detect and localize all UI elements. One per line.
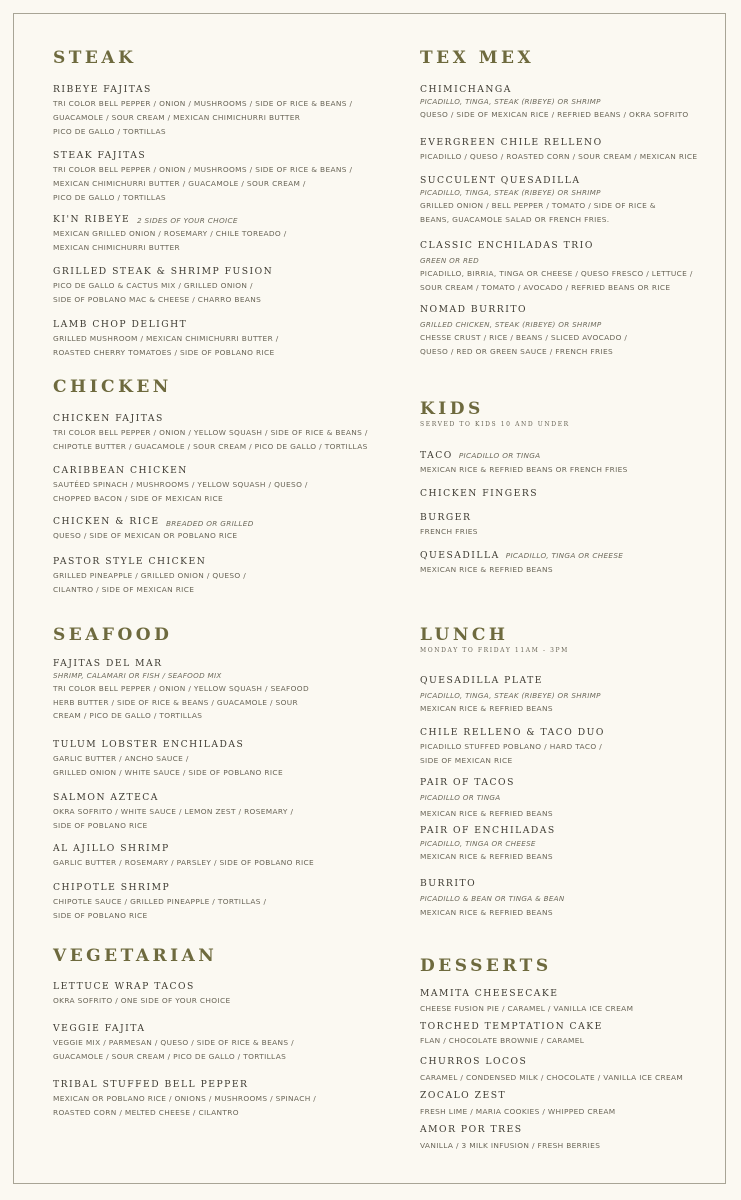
item-desc: GUACAMOLE / SOUR CREAM / PICO DE GALLO / TORTILLAS: [53, 1052, 287, 1061]
section-kids: [420, 401, 720, 428]
menu-item: [53, 149, 393, 205]
item-name-text: TACO: [420, 450, 453, 461]
item-desc: PICO DE GALLO / TORTILLAS: [53, 193, 166, 202]
item-name: [420, 549, 720, 562]
section-title: LUNCH: [420, 625, 509, 645]
item-name: PAIR OF ENCHILADAS: [420, 825, 556, 836]
item-name: SALMON AZTECA: [53, 792, 159, 803]
menu-item: [420, 1089, 720, 1119]
item-desc: TRI COLOR BELL PEPPER / ONION / YELLOW SQUASH / SEAFOOD: [53, 684, 310, 693]
item-desc: QUESO / SIDE OF MEXICAN RICE / REFRIED BEANS / OKRA SOFRITO: [420, 110, 689, 119]
item-desc: MEXICAN RICE & REFRIED BEANS: [420, 852, 553, 861]
item-name: VEGGIE FAJITA: [53, 1023, 146, 1034]
item-name: CHIMICHANGA: [420, 84, 512, 95]
item-name: QUESADILLA PLATE: [420, 675, 543, 686]
item-desc: GARLIC BUTTER / ANCHO SAUCE /: [53, 754, 189, 763]
item-desc: PICO DE GALLO / TORTILLAS: [53, 127, 166, 136]
item-name: PASTOR STYLE CHICKEN: [53, 556, 207, 567]
item-options: PICADILLO, TINGA, STEAK (RIBEYE) OR SHRIMP: [420, 188, 601, 197]
section-lunch: [420, 627, 720, 654]
menu-item: [420, 824, 720, 864]
item-name: CARIBBEAN CHICKEN: [53, 465, 188, 476]
item-desc: FRENCH FRIES: [420, 527, 478, 536]
section-title: DESSERTS: [420, 956, 552, 976]
item-name: TULUM LOBSTER ENCHILADAS: [53, 739, 245, 750]
section-title: CHICKEN: [53, 377, 172, 397]
item-desc: GARLIC BUTTER / ROSEMARY / PARSLEY / SIDE OF POBLANO RICE: [53, 858, 315, 867]
item-desc: MEXICAN RICE & REFRIED BEANS: [420, 908, 553, 917]
item-name: STEAK FAJITAS: [53, 150, 147, 161]
item-desc: SOUR CREAM / TOMATO / AVOCADO / REFRIED BEANS OR RICE: [420, 283, 671, 292]
item-name: [420, 449, 720, 462]
menu-item: [420, 136, 720, 164]
item-desc: TRI COLOR BELL PEPPER / ONION / MUSHROOMS / SIDE OF RICE & BEANS /: [53, 99, 353, 108]
item-desc: HERB BUTTER / SIDE OF RICE & BEANS / GUACAMOLE / SOUR: [53, 697, 299, 707]
item-name: LAMB CHOP DELIGHT: [53, 319, 188, 330]
item-desc: MEXICAN OR POBLANO RICE / ONIONS / MUSHROOMS / SPINACH /: [53, 1094, 317, 1103]
item-note: 2 SIDES OF YOUR CHOICE: [137, 216, 238, 225]
item-name: CLASSIC ENCHILADAS TRIO: [420, 240, 594, 251]
menu-item: [53, 265, 393, 307]
menu-item: [53, 1078, 393, 1120]
item-name-text: QUESADILLA: [420, 550, 500, 561]
item-desc: OKRA SOFRITO / WHITE SAUCE / LEMON ZEST / ROSEMARY /: [53, 807, 294, 816]
item-note: PICADILLO OR TINGA: [458, 451, 541, 460]
menu-item: [420, 877, 720, 920]
menu-item: [420, 726, 720, 768]
item-options: GREEN OR RED: [420, 256, 479, 265]
item-name: CHURROS LOCOS: [420, 1056, 528, 1067]
item-desc: MEXICAN CHIMICHURRI BUTTER / GUACAMOLE / SOUR CREAM /: [53, 179, 306, 188]
item-desc: PICADILLO, BIRRIA, TINGA OR CHEESE / QUESO FRESCO / LETTUCE /: [420, 269, 693, 278]
item-desc: SIDE OF POBLANO MAC & CHEESE / CHARRO BEANS: [53, 295, 262, 304]
section-texmex: [420, 50, 720, 67]
item-desc: MEXICAN CHIMICHURRI BUTTER: [53, 243, 181, 252]
item-desc: CHOPPED BACON / SIDE OF MEXICAN RICE: [53, 494, 223, 503]
menu-item: [420, 174, 720, 226]
menu-item: [420, 449, 720, 477]
item-desc: CHIPOTLE SAUCE / GRILLED PINEAPPLE / TORTILLAS /: [53, 897, 267, 906]
section-title: TEX MEX: [420, 48, 535, 68]
item-note: BREADED OR GRILLED: [166, 519, 254, 528]
section-subtitle: SERVED TO KIDS 10 AND UNDER: [420, 421, 570, 428]
section-desserts: [420, 958, 720, 975]
item-name: ZOCALO ZEST: [420, 1090, 507, 1101]
menu-item: [420, 987, 720, 1016]
item-desc: FRESH LIME / MARIA COOKIES / WHIPPED CREAM: [420, 1107, 616, 1116]
item-desc: PICADILLO / QUESO / ROASTED CORN / SOUR CREAM / MEXICAN RICE: [420, 152, 698, 161]
menu-item: [53, 657, 393, 723]
item-name: BURRITO: [420, 878, 477, 889]
item-name: TRIBAL STUFFED BELL PEPPER: [53, 1079, 249, 1090]
menu-item: [420, 511, 720, 539]
item-name: RIBEYE FAJITAS: [53, 84, 152, 95]
menu-item: [53, 1022, 393, 1064]
section-title: SEAFOOD: [53, 625, 173, 645]
item-name: PAIR OF TACOS: [420, 777, 515, 788]
item-name: CHICKEN FINGERS: [420, 488, 539, 499]
item-desc: GRILLED MUSHROOM / MEXICAN CHIMICHURRI BUTTER /: [53, 334, 279, 343]
item-desc: CHEESE FUSION PIE / CARAMEL / VANILLA ICE CREAM: [420, 1004, 634, 1013]
item-desc: GRILLED ONION / WHITE SAUCE / SIDE OF POBLANO RICE: [53, 768, 283, 777]
menu-item: [420, 674, 720, 716]
item-desc: PICADILLO STUFFED POBLANO / HARD TACO /: [420, 742, 603, 751]
item-desc: VEGGIE MIX / PARMESAN / QUESO / SIDE OF RICE & BEANS /: [53, 1038, 294, 1047]
item-desc: TRI COLOR BELL PEPPER / ONION / MUSHROOMS / SIDE OF RICE & BEANS /: [53, 165, 353, 174]
menu-item: [53, 318, 393, 360]
item-desc: MEXICAN RICE & REFRIED BEANS: [420, 704, 553, 713]
item-name: CHILE RELLENO & TACO DUO: [420, 727, 605, 738]
menu-item: [53, 842, 393, 870]
item-name: LETTUCE WRAP TACOS: [53, 981, 195, 992]
item-desc: GUACAMOLE / SOUR CREAM / MEXICAN CHIMICHURRI BUTTER: [53, 113, 301, 122]
section-chicken: [53, 379, 393, 396]
item-name: NOMAD BURRITO: [420, 304, 528, 315]
item-options: PICADILLO OR TINGA: [420, 793, 501, 802]
item-options: GRILLED CHICKEN, STEAK (RIBEYE) OR SHRIMP: [420, 320, 602, 329]
section-subtitle: MONDAY TO FRIDAY 11AM - 3PM: [420, 647, 569, 654]
section-title: VEGETARIAN: [53, 946, 218, 966]
item-note: PICADILLO, TINGA OR CHEESE: [505, 551, 624, 560]
item-name-text: KI'N RIBEYE: [53, 214, 131, 225]
item-desc: CREAM / PICO DE GALLO / TORTILLAS: [53, 711, 203, 720]
item-desc: MEXICAN RICE & REFRIED BEANS: [420, 565, 553, 574]
item-options: PICADILLO, TINGA, STEAK (RIBEYE) OR SHRIMP: [420, 97, 601, 106]
menu-item: [420, 239, 720, 295]
menu-item: [53, 555, 393, 597]
item-name: TORCHED TEMPTATION CAKE: [420, 1021, 603, 1032]
item-desc: CHESSE CRUST / RICE / BEANS / SLICED AVOCADO /: [420, 333, 628, 342]
item-desc: OKRA SOFRITO / ONE SIDE OF YOUR CHOICE: [53, 996, 231, 1005]
item-options: PICADILLO, TINGA OR CHEESE: [420, 839, 536, 848]
item-desc: QUESO / SIDE OF MEXICAN OR POBLANO RICE: [53, 531, 238, 540]
menu-item: [53, 881, 393, 923]
item-name: FAJITAS DEL MAR: [53, 658, 163, 669]
item-desc: MEXICAN GRILLED ONION / ROSEMARY / CHILE TOREADO /: [53, 229, 287, 238]
item-desc: VANILLA / 3 MILK INFUSION / FRESH BERRIES: [420, 1141, 601, 1150]
item-name: AMOR POR TRES: [420, 1124, 523, 1135]
item-desc: SIDE OF MEXICAN RICE: [420, 756, 513, 765]
item-desc: SIDE OF POBLANO RICE: [53, 821, 148, 830]
menu-item: [420, 1123, 720, 1153]
item-desc: CHIPOTLE BUTTER / GUACAMOLE / SOUR CREAM / PICO DE GALLO / TORTILLAS: [53, 442, 368, 451]
item-desc: TRI COLOR BELL PEPPER / ONION / YELLOW SQUASH / SIDE OF RICE & BEANS /: [53, 428, 368, 437]
menu-item: [53, 464, 393, 506]
item-desc: QUESO / RED OR GREEN SAUCE / FRENCH FRIES: [420, 347, 614, 356]
item-desc: FLAN / CHOCOLATE BROWNIE / CARAMEL: [420, 1036, 585, 1045]
item-name-text: CHICKEN & RICE: [53, 516, 160, 527]
menu-item: [420, 487, 720, 500]
item-desc: MEXICAN RICE & REFRIED BEANS OR FRENCH FRIES: [420, 465, 628, 474]
item-name: GRILLED STEAK & SHRIMP FUSION: [53, 266, 274, 277]
menu-item: [53, 515, 393, 543]
item-name: BURGER: [420, 512, 472, 523]
menu-item: [420, 303, 720, 359]
item-name: MAMITA CHEESECAKE: [420, 988, 559, 999]
item-name: CHICKEN FAJITAS: [53, 413, 164, 424]
menu-item: [53, 980, 393, 1008]
menu-item: [53, 738, 393, 780]
section-steak: [53, 50, 393, 67]
item-desc: GRILLED ONION / BELL PEPPER / TOMATO / SIDE OF RICE &: [420, 201, 656, 210]
menu-item: [420, 549, 720, 577]
item-name: AL AJILLO SHRIMP: [53, 843, 170, 854]
item-desc: PICO DE GALLO & CACTUS MIX / GRILLED ONION /: [53, 281, 253, 290]
item-name: CHIPOTLE SHRIMP: [53, 882, 171, 893]
item-name: SUCCULENT QUESADILLA: [420, 175, 581, 186]
item-desc: SAUTÉED SPINACH / MUSHROOMS / YELLOW SQUASH / QUESO /: [53, 480, 308, 489]
item-options: SHRIMP, CALAMARI OR FISH / SEAFOOD MIX: [53, 671, 222, 680]
item-options: PICADILLO, TINGA, STEAK (RIBEYE) OR SHRIMP: [420, 691, 601, 700]
menu-item: [53, 791, 393, 833]
item-desc: CARAMEL / CONDENSED MILK / CHOCOLATE / VANILLA ICE CREAM: [420, 1073, 684, 1082]
item-desc: BEANS, GUACAMOLE SALAD OR FRENCH FRIES.: [420, 214, 610, 224]
menu-item: [53, 83, 393, 139]
section-seafood: [53, 627, 393, 644]
section-title: STEAK: [53, 48, 137, 68]
menu-item: [420, 1020, 720, 1048]
section-vegetarian: [53, 948, 393, 965]
item-desc: SIDE OF POBLANO RICE: [53, 911, 148, 920]
menu-item: [420, 83, 720, 122]
item-desc: ROASTED CHERRY TOMATOES / SIDE OF POBLANO RICE: [53, 348, 275, 357]
menu-item: [420, 776, 720, 821]
menu-item: [420, 1055, 720, 1085]
section-title: KIDS: [420, 399, 484, 419]
menu-item: [53, 412, 393, 454]
item-desc: GRILLED PINEAPPLE / GRILLED ONION / QUESO /: [53, 571, 247, 580]
menu-item: [53, 213, 393, 255]
item-options: PICADILLO & BEAN OR TINGA & BEAN: [420, 894, 565, 903]
item-desc: ROASTED CORN / MELTED CHEESE / CILANTRO: [53, 1108, 239, 1117]
item-desc: MEXICAN RICE & REFRIED BEANS: [420, 809, 553, 818]
item-name: EVERGREEN CHILE RELLENO: [420, 137, 603, 148]
item-desc: CILANTRO / SIDE OF MEXICAN RICE: [53, 585, 195, 594]
